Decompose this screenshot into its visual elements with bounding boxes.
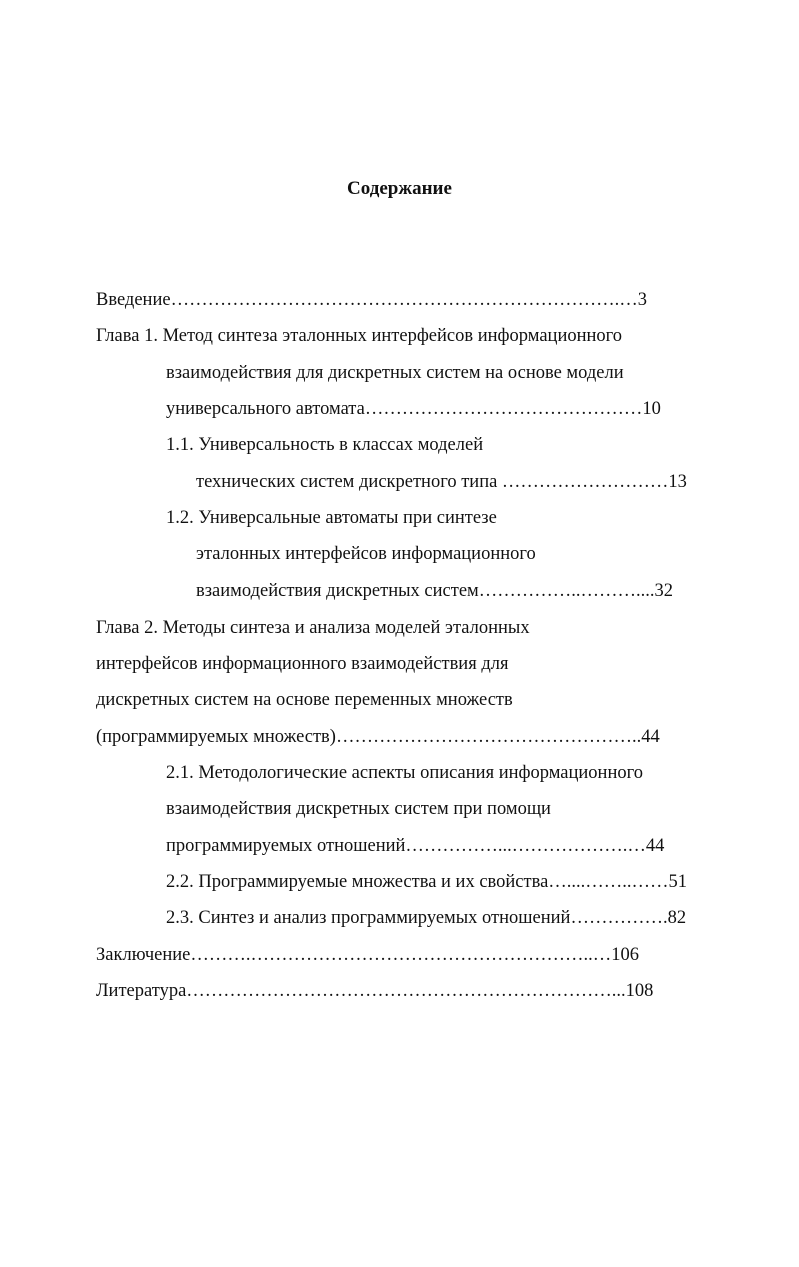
- toc-entry-chapter2-line4: (программируемых множеств)…………………………………………..44: [96, 727, 660, 747]
- toc-entry-section-2-1-line1: 2.1. Методологические аспекты описания информационного: [166, 763, 643, 783]
- toc-entry-chapter2-line2: интерфейсов информационного взаимодействия для: [96, 654, 509, 674]
- toc-entry-section-2-2: 2.2. Программируемые множества и их свойства…....……..……51: [166, 872, 688, 892]
- toc-entry-section-2-1-line3: программируемых отношений……………...……………….…44: [166, 836, 665, 856]
- toc-entry-section-1-2-line3: взаимодействия дискретных систем……………..………....32: [196, 581, 674, 601]
- toc-entry-section-1-2-line2: эталонных интерфейсов информационного: [196, 544, 536, 564]
- toc-entry-chapter1-line1: Глава 1. Метод синтеза эталонных интерфейсов информационного: [96, 326, 623, 346]
- page-title: Содержание: [347, 178, 452, 199]
- toc-entry-chapter1-line3: универсального автомата………………………………………10: [166, 399, 661, 419]
- toc-entry-conclusion: Заключение……….………………………………………………..…106: [96, 945, 639, 965]
- toc-entry-section-2-3: 2.3. Синтез и анализ программируемых отношений…………….82: [166, 908, 687, 928]
- toc-entry-chapter2-line3: дискретных систем на основе переменных множеств: [96, 690, 513, 710]
- toc-entry-chapter1-line2: взаимодействия для дискретных систем на основе модели: [166, 363, 624, 383]
- toc-entry-literature: Литература……………………………………………………………...108: [96, 981, 654, 1001]
- toc-entry-chapter2-line1: Глава 2. Методы синтеза и анализа моделей эталонных: [96, 618, 530, 638]
- toc-entry-section-2-1-line2: взаимодействия дискретных систем при помощи: [166, 799, 551, 819]
- toc-entry-intro: Введение……………………………………………………………….…3: [96, 290, 647, 310]
- toc-entry-section-1-2-line1: 1.2. Универсальные автоматы при синтезе: [166, 508, 497, 528]
- toc-entry-section-1-1-line1: 1.1. Универсальность в классах моделей: [166, 435, 484, 455]
- toc-entry-section-1-1-line2: технических систем дискретного типа ………………………13: [196, 472, 687, 492]
